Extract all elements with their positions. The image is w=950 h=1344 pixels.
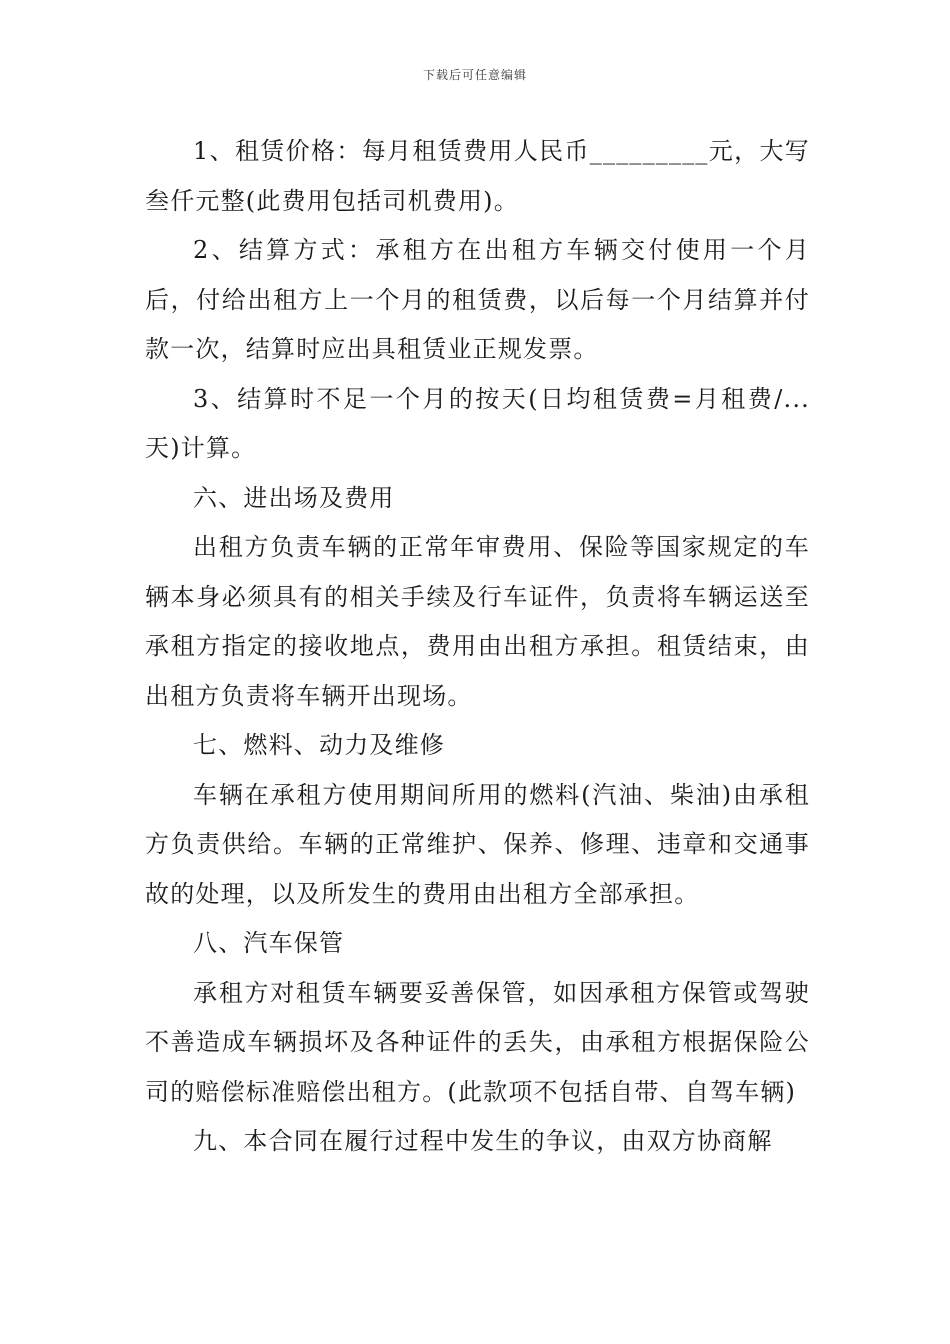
section-heading-entry-exit: 六、进出场及费用 — [193, 483, 395, 512]
section-heading-fuel-maintenance: 七、燃料、动力及维修 — [193, 731, 445, 759]
paragraph-partial-month: 3、结算时不足一个月的按天(日均租赁费=月租费/...天)计算。 — [145, 384, 810, 462]
paragraph-custody: 承租方对租赁车辆要妥善保管，如因承租方保管或驾驶不善造成车辆损坏及各种证件的丢失，由承租方根据保险公司的赔偿标准赔偿出租方。(此款项不包括自带、自驾车辆) — [145, 978, 810, 1106]
document-body — [145, 127, 810, 1167]
paragraph-settlement-method: 2、结算方式：承租方在出租方车辆交付使用一个月后，付给出租方上一个月的租赁费，以后每一个月结算并付款一次，结算时应出具租赁业正规发票。 — [145, 236, 810, 363]
section-heading-custody: 八、汽车保管 — [193, 929, 345, 957]
page-header-note: 下载后可任意编辑 — [422, 68, 527, 82]
paragraph-fuel-maintenance: 车辆在承租方使用期间所用的燃料(汽油、柴油)由承租方负责供给。车辆的正常维护、保养、修理、违章和交通事故的处理，以及所发生的费用由出租方全部承担。 — [145, 780, 810, 908]
paragraph-entry-exit: 出租方负责车辆的正常年审费用、保险等国家规定的车辆本身必须具有的相关手续及行车证件，负责将车辆运送至承租方指定的接收地点，费用由出租方承担。租赁结束，由出租方负责将车辆开出现场。 — [145, 533, 810, 710]
paragraph-dispute: 九、本合同在履行过程中发生的争议，由双方协商解 — [193, 1127, 773, 1155]
paragraph-rent-price: 1、租赁价格：每月租赁费用人民币_________元，大写叁仟元整(此费用包括司机费用)。 — [145, 137, 810, 215]
